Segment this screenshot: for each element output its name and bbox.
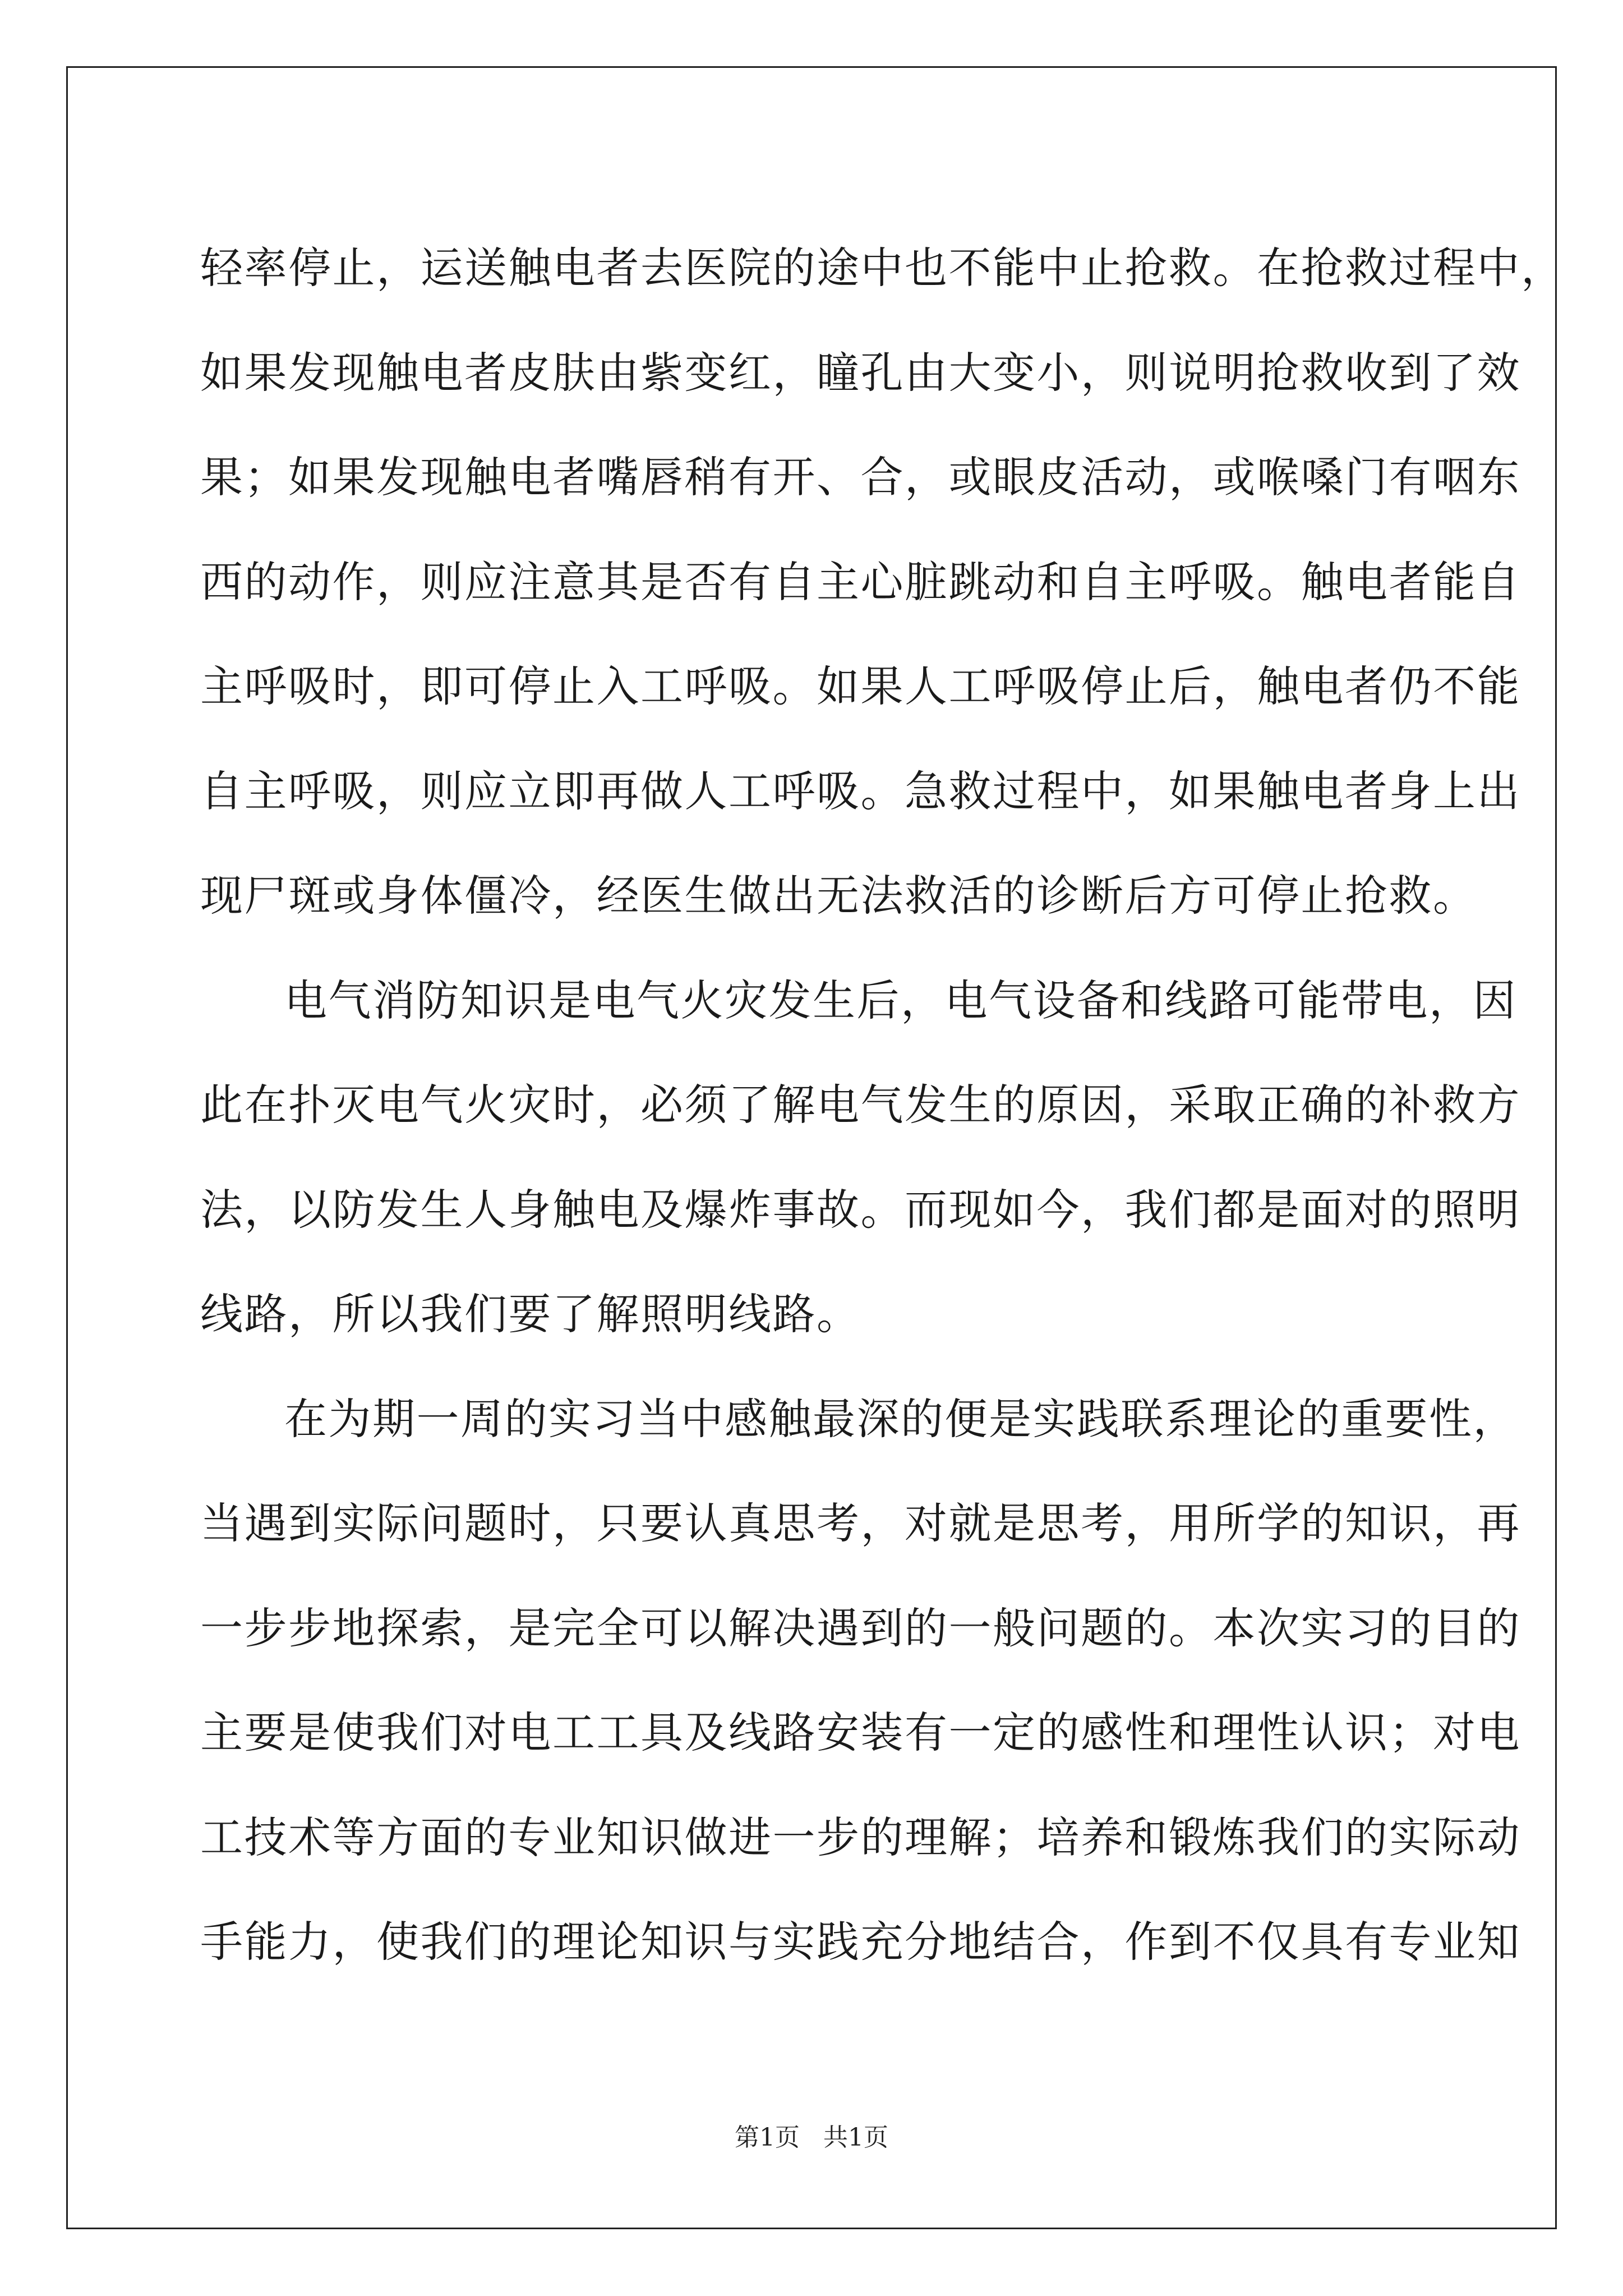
page-total: 共1页 [823, 2123, 888, 2152]
text-line: 主呼吸时，即可停止入工呼吸。如果人工呼吸停止后，触电者仍不能 [200, 661, 1521, 711]
page-footer [0, 2121, 1623, 2155]
text-line: 法，以防发生人身触电及爆炸事故。而现如今，我们都是面对的照明 [200, 1184, 1521, 1235]
text-line: 线路，所以我们要了解照明线路。 [200, 1289, 861, 1339]
paragraph-start-line: 电气消防知识是电气火灾发生后，电气设备和线路可能带电，因 [284, 975, 1517, 1025]
page-number: 第1页 [735, 2123, 800, 2152]
text-line: 此在扑灭电气火灾时，必须了解电气发生的原因，采取正确的补救方 [200, 1080, 1521, 1130]
text-line: 自主呼吸，则应立即再做人工呼吸。急救过程中，如果触电者身上出 [200, 766, 1521, 816]
text-line: 如果发现触电者皮肤由紫变红，瞳孔由大变小，则说明抢救收到了效 [200, 347, 1521, 398]
text-line: 一步步地探索，是完全可以解决遇到的一般问题的。本次实习的目的 [200, 1603, 1521, 1653]
paragraph-start-line: 在为期一周的实习当中感触最深的便是实践联系理论的重要性， [284, 1393, 1517, 1444]
text-line: 现尸斑或身体僵冷，经医生做出无法救活的诊断后方可停止抢救。 [200, 871, 1477, 921]
document-body [200, 216, 1565, 1995]
text-line: 手能力，使我们的理论知识与实践充分地结合，作到不仅具有专业知 [200, 1917, 1521, 1967]
text-line: 当遇到实际问题时，只要认真思考，对就是思考，用所学的知识，再 [200, 1498, 1521, 1548]
text-line: 工技术等方面的专业知识做进一步的理解；培养和锻炼我们的实际动 [200, 1812, 1521, 1862]
text-line: 轻率停止，运送触电者去医院的途中也不能中止抢救。在抢救过程中， [200, 243, 1565, 293]
text-line: 果；如果发现触电者嘴唇稍有开、合，或眼皮活动，或喉嗓门有咽东 [200, 452, 1521, 502]
text-line: 西的动作，则应注意其是否有自主心脏跳动和自主呼吸。触电者能自 [200, 556, 1521, 607]
text-line: 主要是使我们对电工工具及线路安装有一定的感性和理性认识；对电 [200, 1708, 1521, 1757]
